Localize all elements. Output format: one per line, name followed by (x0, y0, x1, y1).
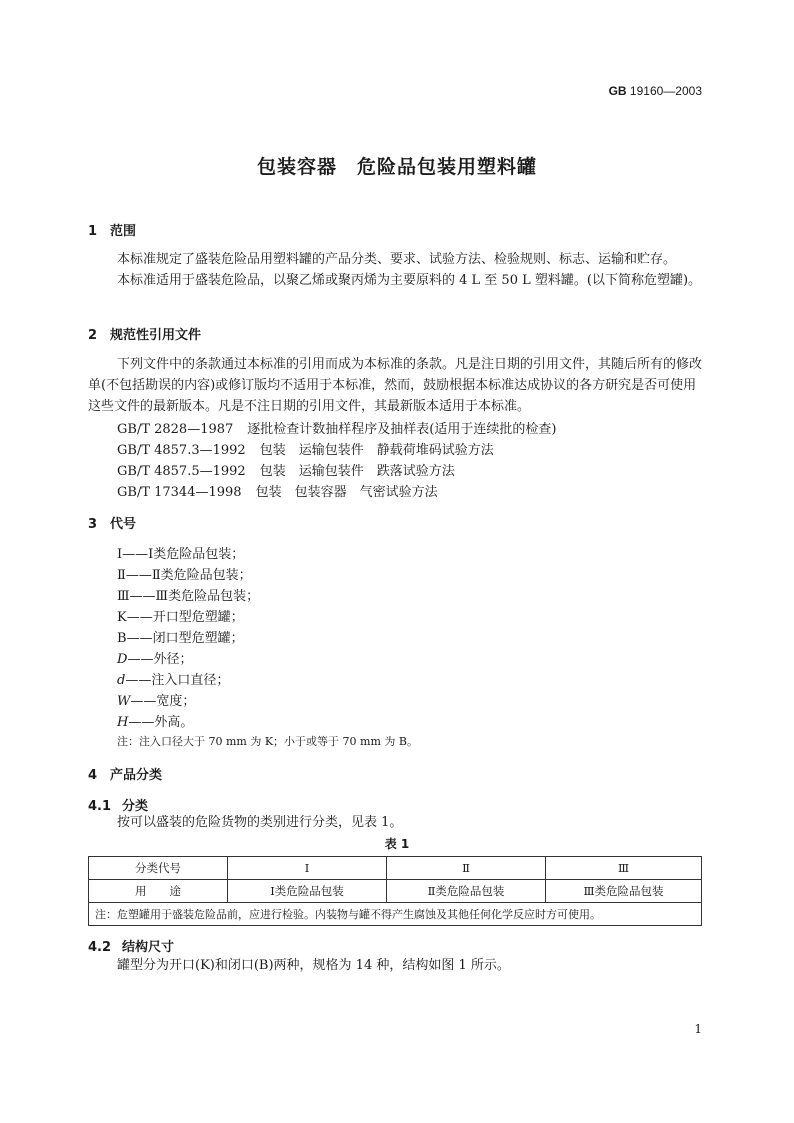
code-description: ——闭口型危塑罐； (126, 631, 244, 646)
section-title: 结构尺寸 (122, 940, 175, 955)
section-4-heading (88, 764, 162, 783)
table-cell: Ⅱ (387, 857, 546, 880)
table-cell: Ⅲ (546, 857, 702, 880)
table-cell: 分类代号 (89, 857, 228, 880)
code-symbol: Ⅱ (117, 568, 126, 583)
code-symbol: K (117, 610, 127, 625)
section-4-2-paragraph: 罐型分为开口(K)和闭口(B)两种，规格为 14 种，结构如图 1 所示。 (117, 958, 510, 973)
standard-code (609, 84, 702, 98)
code-item (117, 585, 259, 604)
code-symbol: Ⅲ (117, 589, 130, 604)
code-item (117, 690, 195, 709)
section-2-paragraph: 下列文件中的条款通过本标准的引用而成为本标准的条款。凡是注日期的引用文件，其随后所有的修改单(不包括勘误的内容)或修订版均不适用于本标准，然而，鼓励根据本标准达成协议的各方研究是否可使用这些文件的最新版本。凡是不注日期的引用文件，其最新版本适用于本标准。 (88, 357, 703, 414)
reference-title: 包装 运输包装件 跌落试验方法 (259, 464, 455, 479)
section-number: 3 (88, 517, 98, 532)
code-item (117, 627, 244, 646)
code-description: ——外高。 (128, 715, 194, 730)
standard-code-number: 19160—2003 (629, 84, 702, 98)
code-item (117, 606, 244, 625)
table-cell: Ⅰ (228, 857, 387, 880)
section-1-paragraph-2: 本标准适用于盛装危险品，以聚乙烯或聚丙烯为主要原料的 4 L 至 50 L 塑料罐。(以下简称危塑罐)。 (117, 273, 702, 288)
reference-code: GB/T 4857.5—1992 (117, 464, 246, 479)
code-description: ——开口型危塑罐； (126, 610, 244, 625)
code-description: ——宽度； (130, 694, 196, 709)
section-title: 分类 (122, 799, 149, 814)
document-title: 包装容器 危险品包装用塑料罐 (256, 156, 537, 178)
reference-title: 包装 包装容器 气密试验方法 (255, 485, 438, 500)
reference-item (117, 439, 494, 458)
section-4-2-heading (88, 936, 174, 955)
code-item (117, 648, 192, 667)
table-note-row (89, 903, 702, 926)
section-3-heading (88, 513, 136, 532)
section-number: 2 (88, 328, 98, 343)
reference-item (117, 481, 438, 500)
table-1-title: 表 1 (384, 837, 410, 851)
reference-item (117, 418, 556, 437)
section-title: 规范性引用文件 (110, 328, 202, 343)
section-1-paragraph-1: 本标准规定了盛装危险品用塑料罐的产品分类、要求、试验方法、检验规则、标志、运输和贮存。 (117, 252, 677, 267)
section-title: 代号 (110, 517, 137, 532)
standard-code-prefix: GB (608, 84, 627, 98)
code-description: ——Ⅲ类危险品包装； (129, 589, 260, 604)
code-symbol: H (117, 715, 129, 730)
section-2-heading (88, 324, 201, 343)
section-title: 范围 (110, 224, 137, 239)
code-item (117, 543, 244, 562)
classification-table (88, 856, 702, 926)
reference-code: GB/T 17344—1998 (117, 485, 242, 500)
table-cell: 用 途 (89, 880, 228, 903)
table-header-row (89, 857, 702, 880)
code-description: ——外径； (127, 652, 193, 667)
section-1-heading (88, 220, 136, 239)
code-item (117, 711, 193, 730)
section-3-note: 注：注入口径大于 70 mm 为 K；小于或等于 70 mm 为 B。 (117, 735, 418, 748)
reference-title: 逐批检查计数抽样程序及抽样表(适用于连续批的检查) (247, 422, 557, 437)
code-description: ——Ⅰ类危险品包装； (122, 547, 245, 562)
code-item (117, 669, 229, 688)
table-row (89, 880, 702, 903)
section-number: 4.2 (88, 940, 112, 955)
reference-code: GB/T 2828—1987 (117, 422, 234, 437)
table-note: 注：危塑罐用于盛装危险品前，应进行检验。内装物与罐不得产生腐蚀及其他任何化学反应时方可使用。 (89, 903, 702, 926)
reference-title: 包装 运输包装件 静载荷堆码试验方法 (259, 443, 494, 458)
code-symbol: D (117, 652, 128, 667)
code-symbol: Ⅰ (117, 547, 123, 562)
section-4-1-paragraph: 按可以盛装的危险货物的类别进行分类，见表 1。 (117, 815, 403, 830)
section-number: 1 (88, 224, 98, 239)
section-number: 4.1 (88, 799, 112, 814)
reference-code: GB/T 4857.3—1992 (117, 443, 246, 458)
table-cell: Ⅲ类危险品包装 (546, 880, 702, 903)
section-number: 4 (88, 768, 98, 783)
section-title: 产品分类 (110, 768, 163, 783)
code-symbol: W (117, 694, 131, 709)
code-description: ——注入口直径； (125, 673, 230, 688)
code-symbol: d (117, 673, 126, 688)
code-description: ——Ⅱ类危险品包装； (125, 568, 252, 583)
page-number: 1 (694, 1022, 702, 1036)
table-cell: Ⅱ类危险品包装 (387, 880, 546, 903)
code-item (117, 564, 252, 583)
reference-item (117, 460, 455, 479)
table-cell: Ⅰ类危险品包装 (228, 880, 387, 903)
code-symbol: B (117, 631, 127, 646)
